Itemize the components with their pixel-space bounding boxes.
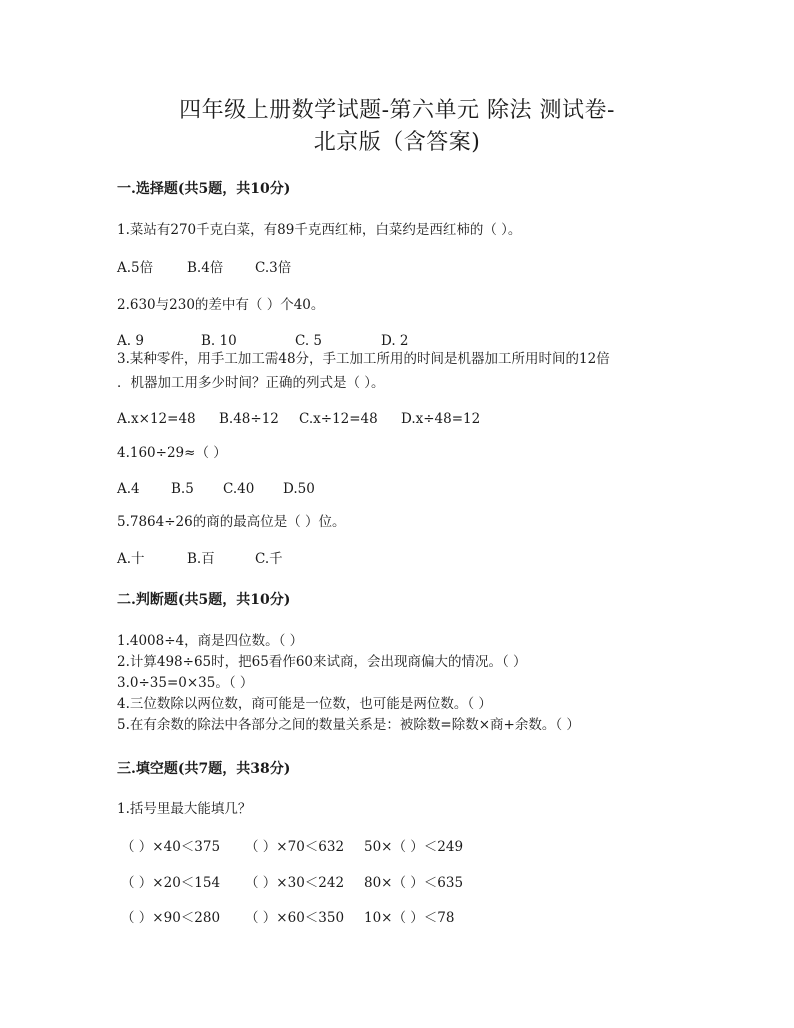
question-judge-2: 2.计算498÷65时，把65看作60来试商，会出现商偏大的情况。（ ） <box>117 654 527 670</box>
option: C. 5 <box>295 333 323 349</box>
fill-equation: （ ）×60＜350 <box>245 910 345 926</box>
option: A. 9 <box>117 333 144 349</box>
option: A.5倍 <box>117 260 154 276</box>
question-choice-3-line-1: 3.某种零件，用手工加工需48分，手工加工所用的时间是机器加工所用时间的12倍 <box>117 351 610 367</box>
fill-equation: 80×（ ）＜635 <box>364 875 464 891</box>
fill-equation: 50×（ ）＜249 <box>364 839 464 855</box>
option: C.3倍 <box>255 260 292 276</box>
option: D. 2 <box>381 333 409 349</box>
question-judge-5: 5.在有余数的除法中各部分之间的数量关系是：被除数=除数×商+余数。（ ） <box>117 717 580 733</box>
fill-equation: （ ）×40＜375 <box>121 839 221 855</box>
option: B.4倍 <box>187 260 224 276</box>
option: B.48÷12 <box>219 411 279 427</box>
question-judge-1: 1.4008÷4，商是四位数。（ ） <box>117 633 304 649</box>
question-choice-1: 1.菜站有270千克白菜，有89千克西红柿，白菜约是西红柿的（ ）。 <box>117 222 522 238</box>
option: A.x×12=48 <box>117 411 196 427</box>
question-choice-5: 5.7864÷26的商的最高位是（ ）位。 <box>117 514 346 530</box>
fill-equation: （ ）×90＜280 <box>121 910 221 926</box>
options-choice-1 <box>117 259 291 277</box>
option: B. 10 <box>201 333 237 349</box>
options-choice-3 <box>117 410 480 428</box>
option: A.十 <box>117 551 145 567</box>
section-heading-choice: 一.选择题(共5题，共10分) <box>117 181 291 197</box>
doc-title-line-1: 四年级上册数学试题-第六单元 除法 测试卷- <box>179 98 615 123</box>
fill-equation: （ ）×20＜154 <box>121 875 221 891</box>
option: A.4 <box>117 481 140 497</box>
question-judge-3: 3.0÷35=0×35。（ ） <box>117 675 254 691</box>
fill-equation: （ ）×70＜632 <box>245 839 345 855</box>
question-judge-4: 4.三位数除以两位数，商可能是一位数，也可能是两位数。（ ） <box>117 696 492 712</box>
question-choice-4: 4.160÷29≈（ ） <box>117 445 227 461</box>
options-choice-5 <box>117 550 283 568</box>
option: C.千 <box>255 551 283 567</box>
fill-equation: （ ）×30＜242 <box>245 875 345 891</box>
section-heading-judge: 二.判断题(共5题，共10分) <box>117 592 291 608</box>
option: B.5 <box>171 481 194 497</box>
options-choice-4 <box>117 480 315 498</box>
option: D.x÷48=12 <box>401 411 481 427</box>
option: C.x÷12=48 <box>299 411 378 427</box>
question-choice-2: 2.630与230的差中有（ ）个40。 <box>117 297 325 313</box>
fill-equation: 10×（ ）＜78 <box>364 910 455 926</box>
section-heading-fill: 三.填空题(共7题，共38分) <box>117 761 291 777</box>
question-choice-3-line-2: ．机器加工用多少时间？正确的列式是（ ）。 <box>117 375 385 391</box>
doc-title-line-2: 北京版（含答案) <box>313 130 481 155</box>
option: B.百 <box>187 551 215 567</box>
question-fill-1: 1.括号里最大能填几？ <box>117 801 252 817</box>
option: D.50 <box>283 481 315 497</box>
options-choice-2 <box>117 332 409 350</box>
option: C.40 <box>223 481 255 497</box>
